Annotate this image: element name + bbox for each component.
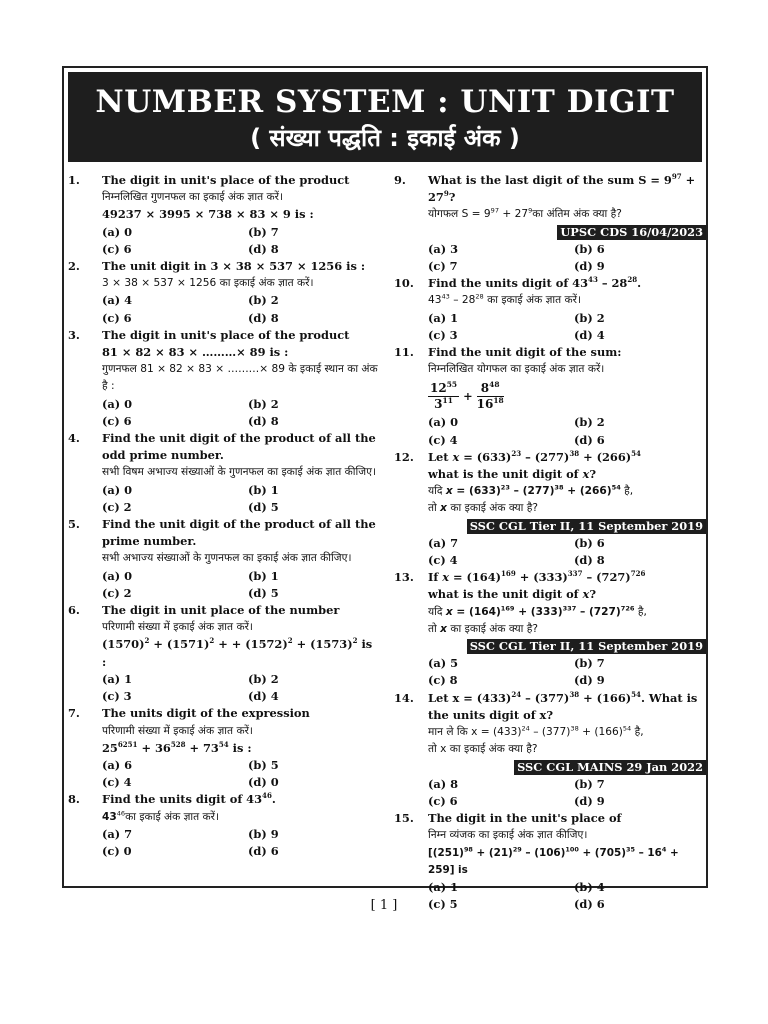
question-expression: $(1570)^2 + (1571)^2$ + + $(1572)^2 + (1573)^2$ is : xyxy=(102,636,373,669)
question-text: The digit in unit's place of the product xyxy=(102,173,350,187)
question-3 xyxy=(68,327,378,430)
option-c: (c) 3 xyxy=(428,327,458,342)
question-text: Find the unit digit of the sum: xyxy=(428,345,622,360)
fraction-expression: $\frac{12^{55}}{3^{11}}$ + $\frac{8^{48}}{16^{18}}$ xyxy=(430,379,504,411)
question-text-hindi: निम्नलिखित गुणनफल का इकाई अंक ज्ञात करें। xyxy=(102,191,283,204)
question-expression: 81 × 82 × 83 × ………× 89 is : xyxy=(102,345,289,360)
option-b: (b) 6 xyxy=(574,241,605,256)
option-d: (d) 8 xyxy=(248,413,279,428)
question-14 xyxy=(394,690,706,810)
question-text: Find the unit digit of the product of all the odd prime number. xyxy=(102,431,376,463)
options xyxy=(102,396,378,430)
option-b: (b) 1 xyxy=(248,568,279,583)
question-text: What is the last digit of the sum $S = 9^{97} + 27^9$? xyxy=(428,172,696,205)
option-a: (a) 0 xyxy=(102,396,133,411)
options xyxy=(428,535,706,569)
option-d: (d) 6 xyxy=(248,843,279,858)
question-text-hindi-line-2: तो x का इकाई अंक क्या है? xyxy=(428,502,539,515)
options xyxy=(428,241,706,275)
question-text: Let $x = (633)^{23} - (277)^{38} + (266)^{54}$ xyxy=(428,449,641,464)
question-text: If $x = (164)^{169} + (333)^{337} - (727)^{726}$ xyxy=(428,569,646,585)
option-b: (b) 6 xyxy=(574,535,605,550)
question-text-hindi: परिणामी संख्या में इकाई अंक ज्ञात करें। xyxy=(102,621,253,634)
question-11 xyxy=(394,344,706,449)
options xyxy=(102,568,378,602)
fraction-2: $\frac{8^{48}}{16^{18}}$ xyxy=(476,379,504,411)
option-a: (a) 0 xyxy=(102,482,133,497)
left-column xyxy=(68,172,378,860)
option-c: (c) 2 xyxy=(102,499,132,514)
option-d: (d) 6 xyxy=(574,432,605,447)
question-13 xyxy=(394,569,706,689)
option-a: (a) 4 xyxy=(102,293,133,308)
option-c: (c) 8 xyxy=(428,673,458,688)
question-text-line-2: the units digit of x? xyxy=(428,707,554,722)
option-d: (d) 0 xyxy=(248,775,279,790)
option-c: (c) 6 xyxy=(102,413,132,428)
option-b: (b) 7 xyxy=(248,224,279,239)
exam-source-badge: UPSC CDS 16/04/2023 xyxy=(428,224,706,241)
question-text-hindi: $43^{43} - 28^{28}$ का इकाई अंक ज्ञात करें। xyxy=(428,292,582,307)
question-1 xyxy=(68,172,378,258)
option-d: (d) 4 xyxy=(248,689,279,704)
options xyxy=(428,655,706,689)
option-b: (b) 7 xyxy=(574,656,605,671)
fraction-1: $\frac{12^{55}}{3^{11}}$ xyxy=(430,379,458,411)
question-text-line-2: what is the unit digit of x? xyxy=(428,587,597,602)
right-column xyxy=(394,172,706,913)
question-text-hindi: परिणामी संख्या में इकाई अंक ज्ञात करें। xyxy=(102,724,253,737)
question-text: The unit digit in 3 × 38 × 537 × 1256 is : xyxy=(102,259,366,274)
option-b: (b) 4 xyxy=(574,879,605,894)
question-number: 8. xyxy=(68,792,80,807)
option-c: (c) 5 xyxy=(428,897,458,912)
question-number: 4. xyxy=(68,431,80,446)
question-text: Find the unit digit of the product of all the prime number. xyxy=(102,517,376,549)
question-text-hindi: यदि $x = (164)^{169} + (333)^{337} - (727)^{726}$ है, xyxy=(428,604,647,618)
question-text-line-2: what is the unit digit of x? xyxy=(428,467,597,482)
page-frame xyxy=(62,66,708,912)
page-title: NUMBER SYSTEM : UNIT DIGIT xyxy=(95,84,675,120)
option-d: (d) 4 xyxy=(574,327,605,342)
question-9 xyxy=(394,172,706,275)
question-number: 7. xyxy=(68,706,80,721)
option-a: (a) 0 xyxy=(102,568,133,583)
question-text-hindi: मान ले कि $x = (433)^{24} - (377)^{38} + (166)^{54}$ है, xyxy=(428,724,644,739)
question-text-hindi: सभी अभाज्य संख्याओं के गुणनफल का इकाई अंक ज्ञात कीजिए। xyxy=(102,552,352,565)
title-banner xyxy=(68,72,702,162)
option-b: (b) 1 xyxy=(248,482,279,497)
option-a: (a) 1 xyxy=(102,671,133,686)
option-b: (b) 2 xyxy=(574,415,605,430)
option-a: (a) 1 xyxy=(428,879,459,894)
option-d: (d) 8 xyxy=(248,241,279,256)
option-c: (c) 6 xyxy=(428,793,458,808)
option-c: (c) 0 xyxy=(102,843,132,858)
option-b: (b) 5 xyxy=(248,757,279,772)
option-d: (d) 8 xyxy=(248,310,279,325)
question-text-hindi: गुणनफल 81 × 82 × 83 × ………× 89 के इकाई स्थान का अंक है : xyxy=(102,363,378,393)
options xyxy=(102,224,378,258)
options xyxy=(428,776,706,810)
options xyxy=(102,482,378,516)
question-expression: $[(251)^{98} + (21)^{29} - (106)^{100} + (705)^{35} - 16^4 + 259]$ is xyxy=(428,845,679,876)
question-text-hindi: 3 × 38 × 537 × 1256 का इकाई अंक ज्ञात करें। xyxy=(102,277,314,290)
question-text-hindi: योगफल $S = 9^{97}$ + $27^9का$ अंतिम अंक क्या है? xyxy=(428,206,622,221)
exam-source-badge: SSC CGL Tier II, 11 September 2019 xyxy=(428,518,706,535)
options xyxy=(428,414,706,448)
question-number: 13. xyxy=(394,570,414,585)
question-7 xyxy=(68,705,378,791)
option-c: (c) 3 xyxy=(102,689,132,704)
question-text-hindi: निम्नलिखित योगफल का इकाई अंक ज्ञात करें। xyxy=(428,363,605,376)
option-d: (d) 9 xyxy=(574,673,605,688)
option-c: (c) 4 xyxy=(102,775,132,790)
options xyxy=(102,292,378,326)
question-text: The units digit of the expression xyxy=(102,706,310,721)
option-a: (a) 8 xyxy=(428,776,459,791)
options xyxy=(102,757,378,791)
options xyxy=(102,826,378,860)
question-12 xyxy=(394,449,706,569)
question-text-hindi: यदि $x = (633)^{23} - (277)^{38} + (266)^{54}$ है, xyxy=(428,483,634,498)
option-c: (c) 4 xyxy=(428,553,458,568)
question-text: Find the units digit of $43^{46}$. xyxy=(102,791,276,807)
question-number: 11. xyxy=(394,345,414,360)
option-d: (d) 9 xyxy=(574,259,605,274)
question-text: Find the units digit of $43^{43} - 28^{28}$. xyxy=(428,275,642,291)
question-6 xyxy=(68,602,378,705)
question-text: The digit in unit's place of the product xyxy=(102,327,350,342)
exam-source-badge: SSC CGL Tier II, 11 September 2019 xyxy=(428,638,706,655)
option-d: (d) 6 xyxy=(574,897,605,912)
page-number: [ 1 ] xyxy=(370,898,398,913)
option-b: (b) 2 xyxy=(574,310,605,325)
option-b: (b) 7 xyxy=(574,776,605,791)
option-c: (c) 2 xyxy=(102,585,132,600)
question-text: The digit in unit place of the number xyxy=(102,603,340,618)
option-b: (b) 2 xyxy=(248,396,279,411)
option-c: (c) 7 xyxy=(428,259,458,274)
option-a: (a) 6 xyxy=(102,757,133,772)
question-expression: $25^{6251} + 36^{528} + 73^{54}$ is : xyxy=(102,739,252,755)
option-a: (a) 7 xyxy=(102,826,133,841)
question-4 xyxy=(68,430,378,516)
options xyxy=(102,671,378,705)
question-number: 10. xyxy=(394,276,414,291)
question-text-hindi: सभी विषम अभाज्य संख्याओं के गुणनफल का इकाई अंक ज्ञात कीजिए। xyxy=(102,466,376,479)
option-d: (d) 8 xyxy=(574,553,605,568)
question-number: 12. xyxy=(394,449,414,464)
option-d: (d) 9 xyxy=(574,793,605,808)
option-c: (c) 6 xyxy=(102,241,132,256)
question-8 xyxy=(68,791,378,860)
question-text: Let $x = (433)^{24} - (377)^{38} + (166)^{54}$. What is xyxy=(428,689,698,705)
option-a: (a) 0 xyxy=(102,224,133,239)
option-b: (b) 2 xyxy=(248,293,279,308)
question-text-hindi: $43^{46}का$ इकाई अंक ज्ञात करें। xyxy=(102,808,220,823)
question-number: 3. xyxy=(68,327,80,342)
option-c: (c) 6 xyxy=(102,310,132,325)
exam-source-badge: SSC CGL MAINS 29 Jan 2022 xyxy=(428,759,706,776)
option-b: (b) 9 xyxy=(248,826,279,841)
question-text-hindi-line-2: तो x का इकाई अंक क्या है? xyxy=(428,622,539,635)
options xyxy=(428,310,706,344)
question-2 xyxy=(68,258,378,327)
page-subtitle: ( संख्या पद्धति : इकाई अंक ) xyxy=(250,124,520,152)
question-number: 1. xyxy=(68,173,80,187)
question-5 xyxy=(68,516,378,602)
option-b: (b) 2 xyxy=(248,671,279,686)
option-a: (a) 3 xyxy=(428,241,459,256)
question-text-hindi: निम्न व्यंजक का इकाई अंक ज्ञात कीजिए। xyxy=(428,829,588,842)
question-text: The digit in the unit's place of xyxy=(428,811,622,826)
option-a: (a) 0 xyxy=(428,415,459,430)
question-10 xyxy=(394,275,706,344)
question-number: 6. xyxy=(68,603,80,618)
question-expression: 49237 × 3995 × 738 × 83 × 9 is : xyxy=(102,207,314,222)
question-number: 2. xyxy=(68,259,80,274)
option-a: (a) 1 xyxy=(428,310,459,325)
question-number: 14. xyxy=(394,690,414,705)
option-d: (d) 5 xyxy=(248,499,279,514)
option-c: (c) 4 xyxy=(428,432,458,447)
question-number: 15. xyxy=(394,811,414,826)
question-text-hindi-line-2: तो x का इकाई अंक क्या है? xyxy=(428,743,538,756)
option-d: (d) 5 xyxy=(248,585,279,600)
question-number: 9. xyxy=(394,173,406,187)
option-a: (a) 5 xyxy=(428,656,459,671)
option-a: (a) 7 xyxy=(428,535,459,550)
question-number: 5. xyxy=(68,517,80,532)
